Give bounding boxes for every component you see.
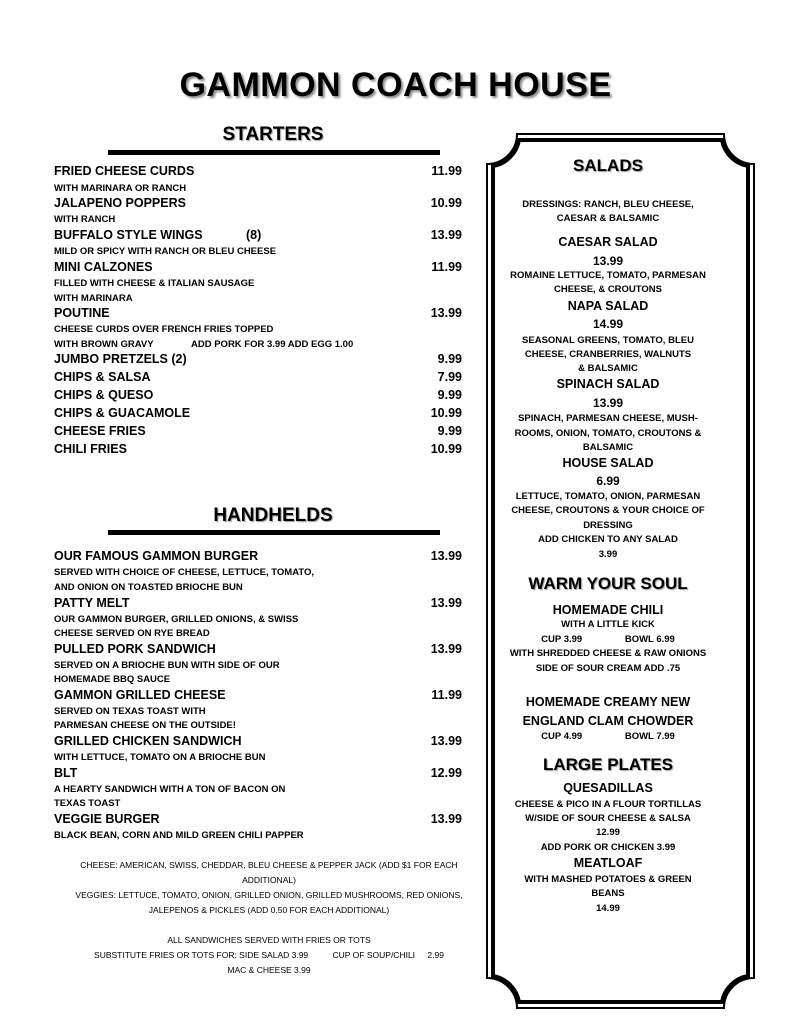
item-name: MINI CALZONES — [54, 260, 153, 274]
item-desc: AND ONION ON TOASTED BRIOCHE BUN — [54, 582, 243, 593]
salad-addon-price: 3.99 — [598, 549, 618, 560]
salad-desc: DRESSING — [583, 520, 633, 531]
menu-item-gammon-burger — [54, 549, 462, 565]
menu-item-cheese-fries — [54, 424, 462, 440]
quesadillas-addon: ADD PORK OR CHICKEN 3.99 — [540, 842, 676, 853]
item-desc: BLACK BEAN, CORN AND MILD GREEN CHILI PAPPER — [54, 830, 304, 841]
item-desc: WITH BROWN GRAVY — [54, 339, 154, 350]
dressings-text: DRESSINGS: RANCH, BLEU CHEESE, — [522, 199, 694, 210]
item-name: CHIPS & QUESO — [54, 388, 154, 402]
chili-bowl: BOWL 6.99 — [624, 634, 675, 645]
menu-item-blt — [54, 766, 462, 782]
chowder-cup: CUP 4.99 — [541, 731, 583, 742]
sides-soup: CUP OF SOUP/CHILI — [332, 950, 416, 960]
item-price: 10.99 — [430, 406, 462, 420]
item-name: BUFFALO STYLE WINGS — [54, 228, 203, 242]
salad-desc: SPINACH, PARMESAN CHEESE, MUSH- — [518, 413, 698, 424]
cheese-options-note — [54, 858, 484, 918]
menu-item-gammon-grilled-cheese — [54, 688, 462, 704]
menu-item-chips-salsa — [54, 370, 462, 386]
salad-desc: CHEESE, CRANBERRIES, WALNUTS — [524, 349, 692, 360]
note-line: JALEPENOS & PICKLES (ADD 0.50 FOR EACH ADDITIONAL) — [148, 905, 390, 915]
starters-rule — [108, 150, 440, 155]
chili-name: HOMEMADE CHILI — [552, 603, 664, 617]
item-price: 9.99 — [437, 424, 462, 438]
item-addon: ADD PORK FOR 3.99 ADD EGG 1.00 — [191, 339, 354, 350]
salad-desc: SEASONAL GREENS, TOMATO, BLEU — [522, 335, 694, 346]
salad-price: 13.99 — [592, 396, 624, 410]
handhelds-heading: HANDHELDS — [213, 505, 333, 526]
menu-item-mini-calzones — [54, 260, 462, 276]
menu-item-chips-guacamole — [54, 406, 462, 422]
sides-line: MAC & CHEESE 3.99 — [227, 965, 311, 975]
meatloaf-desc: BEANS — [591, 888, 625, 899]
menu-item-poutine — [54, 306, 462, 322]
note-line: VEGGIES: LETTUCE, TOMATO, ONION, GRILLED ONION, GRILLED MUSHROOMS, RED ONIONS, — [75, 890, 463, 900]
item-desc: SERVED ON TEXAS TOAST WITH — [54, 706, 206, 717]
chili-kick: WITH A LITTLE KICK — [561, 619, 655, 630]
meatloaf-desc: WITH MASHED POTATOES & GREEN — [524, 874, 692, 885]
item-price: 9.99 — [437, 388, 462, 402]
chowder-sizes — [485, 731, 731, 742]
item-price: 13.99 — [430, 228, 462, 242]
menu-item-buffalo-wings — [54, 228, 462, 244]
sides-note — [54, 933, 484, 978]
handhelds-rule — [108, 530, 440, 535]
item-name: CHILI FRIES — [54, 442, 127, 456]
chili-desc: SIDE OF SOUR CREAM ADD .75 — [535, 663, 681, 674]
salad-name: NAPA SALAD — [567, 299, 649, 313]
item-desc: WITH MARINARA — [54, 293, 133, 304]
item-desc: HOMEMADE BBQ SAUCE — [54, 674, 171, 685]
menu-item-veggie-burger — [54, 812, 462, 828]
salad-desc: CHEESE, & CROUTONS — [553, 284, 663, 295]
meatloaf-price: 14.99 — [596, 903, 620, 914]
item-desc: TEXAS TOAST — [54, 798, 121, 809]
item-name: VEGGIE BURGER — [54, 812, 160, 826]
quesadillas-price: 12.99 — [596, 827, 620, 838]
item-desc: WITH LETTUCE, TOMATO ON A BRIOCHE BUN — [54, 752, 266, 763]
item-name: BLT — [54, 766, 78, 780]
item-price: 10.99 — [430, 442, 462, 456]
chowder-bowl: BOWL 7.99 — [624, 731, 675, 742]
item-price: 13.99 — [430, 549, 462, 563]
note-line: ADDITIONAL) — [242, 875, 296, 885]
salad-desc: & BALSAMIC — [578, 363, 638, 374]
item-name: PULLED PORK SANDWICH — [54, 642, 216, 656]
salad-price: 14.99 — [592, 317, 624, 331]
salad-desc: CHEESE, CROUTONS & YOUR CHOICE OF — [511, 505, 705, 516]
item-name: CHIPS & SALSA — [54, 370, 151, 384]
item-price: 13.99 — [430, 596, 462, 610]
item-name: JALAPENO POPPERS — [54, 196, 186, 210]
chili-sizes — [485, 634, 731, 645]
salad-desc: ROMAINE LETTUCE, TOMATO, PARMESAN — [510, 270, 706, 281]
salad-addon: ADD CHICKEN TO ANY SALAD — [538, 534, 678, 545]
note-line: CHEESE: AMERICAN, SWISS, CHEDDAR, BLEU CHEESE & PEPPER JACK (ADD $1 FOR EACH — [80, 860, 458, 870]
chili-cup: CUP 3.99 — [541, 634, 583, 645]
item-desc: OUR GAMMON BURGER, GRILLED ONIONS, & SWISS — [54, 614, 299, 625]
salad-desc: BALSAMIC — [582, 442, 634, 453]
menu-item-chili-fries — [54, 442, 462, 458]
menu-item-fried-cheese-curds — [54, 164, 462, 180]
sides-soup-price: 2.99 — [427, 950, 444, 960]
item-name: PATTY MELT — [54, 596, 130, 610]
menu-item-pulled-pork — [54, 642, 462, 658]
item-desc: PARMESAN CHEESE ON THE OUTSIDE! — [54, 720, 236, 731]
item-desc: WITH RANCH — [54, 214, 116, 225]
item-qty: (8) — [246, 228, 262, 242]
chowder-name: HOMEMADE CREAMY NEW — [525, 695, 691, 709]
menu-item-patty-melt — [54, 596, 462, 612]
chowder-name: ENGLAND CLAM CHOWDER — [522, 714, 694, 728]
item-price: 13.99 — [430, 642, 462, 656]
salad-name: SPINACH SALAD — [556, 377, 660, 391]
item-price: 11.99 — [431, 260, 462, 274]
meatloaf-name: MEATLOAF — [573, 856, 643, 870]
dressings-text: CAESAR & BALSAMIC — [556, 213, 660, 224]
item-desc: A HEARTY SANDWICH WITH A TON OF BACON ON — [54, 784, 286, 795]
item-price: 13.99 — [430, 306, 462, 320]
item-desc: CHEESE SERVED ON RYE BREAD — [54, 628, 210, 639]
item-name: GAMMON GRILLED CHEESE — [54, 688, 226, 702]
item-name: GRILLED CHICKEN SANDWICH — [54, 734, 242, 748]
salad-price: 6.99 — [596, 474, 620, 488]
item-price: 13.99 — [430, 734, 462, 748]
item-desc: WITH MARINARA OR RANCH — [54, 183, 187, 194]
item-price: 13.99 — [430, 812, 462, 826]
large-plates-heading: LARGE PLATES — [542, 755, 674, 774]
item-price: 7.99 — [437, 370, 462, 384]
item-price: 11.99 — [431, 688, 462, 702]
item-desc: SERVED WITH CHOICE OF CHEESE, LETTUCE, TOMATO, — [54, 567, 315, 578]
item-name: JUMBO PRETZELS (2) — [54, 352, 187, 366]
item-name: OUR FAMOUS GAMMON BURGER — [54, 549, 259, 563]
salad-desc: LETTUCE, TOMATO, ONION, PARMESAN — [515, 491, 701, 502]
starters-heading: STARTERS — [222, 124, 324, 145]
restaurant-title: GAMMON COACH HOUSE — [179, 66, 612, 104]
salad-desc: ROOMS, ONION, TOMATO, CROUTONS & — [514, 428, 702, 439]
salads-heading: SALADS — [573, 156, 643, 175]
salad-name: CAESAR SALAD — [558, 235, 658, 249]
quesadillas-name: QUESADILLAS — [563, 781, 653, 795]
salad-name: HOUSE SALAD — [562, 456, 654, 470]
warm-heading: WARM YOUR SOUL — [528, 574, 688, 593]
item-desc: MILD OR SPICY WITH RANCH OR BLEU CHEESE — [54, 246, 277, 257]
item-price: 11.99 — [431, 164, 462, 178]
chili-desc: WITH SHREDDED CHEESE & RAW ONIONS — [509, 648, 707, 659]
sides-line — [54, 948, 484, 963]
menu-item-chips-queso — [54, 388, 462, 404]
item-price: 12.99 — [430, 766, 462, 780]
menu-item-jalapeno-poppers — [54, 196, 462, 212]
quesadillas-desc: W/SIDE OF SOUR CHEESE & SALSA — [525, 813, 691, 824]
item-name: CHEESE FRIES — [54, 424, 146, 438]
menu-item-grilled-chicken — [54, 734, 462, 750]
sides-line: ALL SANDWICHES SERVED WITH FRIES OR TOTS — [167, 935, 371, 945]
item-name: FRIED CHEESE CURDS — [54, 164, 195, 178]
salad-price: 13.99 — [592, 254, 624, 268]
item-desc: CHEESE CURDS OVER FRENCH FRIES TOPPED — [54, 324, 274, 335]
item-price: 10.99 — [430, 196, 462, 210]
item-desc: SERVED ON A BRIOCHE BUN WITH SIDE OF OUR — [54, 660, 280, 671]
sides-substitute: SUBSTITUTE FRIES OR TOTS FOR: SIDE SALAD 3.99 — [94, 950, 309, 960]
item-price: 9.99 — [437, 352, 462, 366]
item-desc: FILLED WITH CHEESE & ITALIAN SAUSAGE — [54, 278, 255, 289]
quesadillas-desc: CHEESE & PICO IN A FLOUR TORTILLAS — [514, 799, 702, 810]
item-name: CHIPS & GUACAMOLE — [54, 406, 191, 420]
menu-item-jumbo-pretzels — [54, 352, 462, 368]
item-name: POUTINE — [54, 306, 110, 320]
